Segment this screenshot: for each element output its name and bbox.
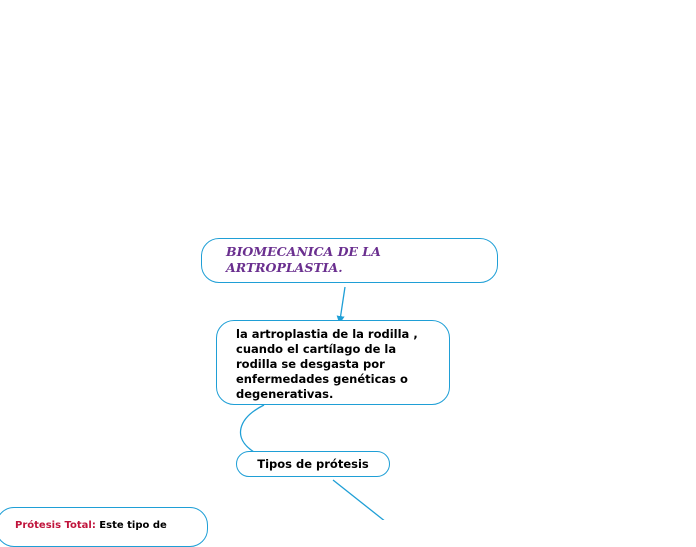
connector-definition-to-types [241,405,264,452]
total-prosthesis-node[interactable] [0,507,208,547]
total-prosthesis-text: Este tipo de [95,520,167,531]
title-node-text: BIOMECANICA DE LA ARTROPLASTIA. [226,244,381,275]
connector-title-to-definition [340,287,345,320]
connector-types-to-next [333,480,386,520]
total-prosthesis-label: Prótesis Total: [15,520,96,531]
title-node[interactable] [201,238,498,283]
types-node[interactable] [236,451,390,477]
definition-node[interactable] [216,320,450,405]
definition-node-text: la artroplastia de la rodilla , cuando el cartílago de la rodilla se desgasta por enfermedades genéticas o degenerativas. [236,327,418,401]
types-node-text: Tipos de prótesis [257,457,369,471]
